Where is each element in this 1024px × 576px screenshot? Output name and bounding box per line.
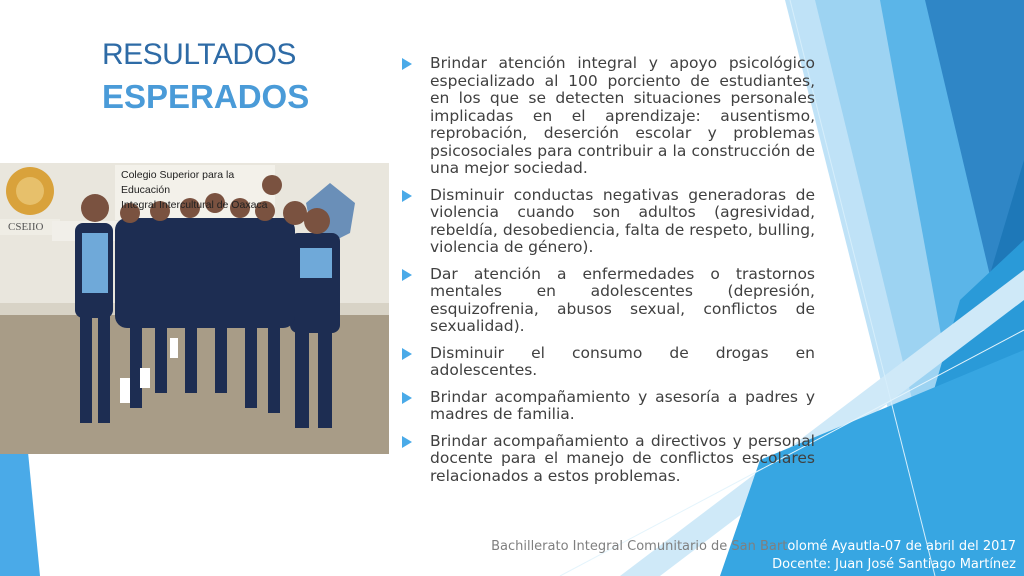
footer-line-1-part-2: olomé Ayautla-07 de abril del 2017: [787, 539, 1016, 554]
bullet-arrow-icon: [402, 392, 412, 404]
bullet-item: [402, 187, 815, 257]
students-photo: [0, 163, 389, 454]
footer-teacher: Docente: Juan José Santiago Martínez: [772, 557, 1016, 572]
bullet-arrow-icon: [402, 436, 412, 448]
bullet-text: Brindar acompañamiento a directivos y personal docente para el manejo de conflictos escolares relacionados a estos problemas.: [430, 431, 815, 485]
footer-school-date: [491, 539, 1016, 554]
bullet-arrow-icon: [402, 190, 412, 202]
photo-banner-line-1: Colegio Superior para la Educación: [121, 169, 235, 196]
bullet-item: [402, 345, 815, 380]
bullet-item: [402, 55, 815, 178]
photo-banner-line-2: Integral Intercultural de Oaxaca: [121, 199, 268, 211]
bullet-arrow-icon: [402, 348, 412, 360]
bullet-text: Dar atención a enfermedades o trastornos mentales en adolescentes (depresión, esquizofrenia, abusos sexual, conflictos de sexualidad).: [430, 264, 815, 335]
bullet-item: [402, 433, 815, 486]
slide-title: [102, 34, 362, 118]
footer-line-1-part-1: Bachillerato Integral Comunitario de San Bart: [491, 539, 788, 554]
bullet-text: Brindar atención integral y apoyo psicológico especializado al 100 porciento de estudiantes, en los que se detecten situaciones personales implicadas en el aprendizaje: ausentismo, reprobación, deserción escolar y problemas psicosociales para contribuir a la construcción de una mejor sociedad.: [430, 54, 815, 177]
title-line-1: RESULTADOS: [102, 38, 296, 71]
cseiio-logo-text: CSEIIO: [8, 221, 44, 233]
bullet-list: [402, 55, 815, 494]
bullet-arrow-icon: [402, 269, 412, 281]
bullet-arrow-icon: [402, 58, 412, 70]
photo-banner: [121, 168, 271, 213]
bullet-item: [402, 389, 815, 424]
bullet-item: [402, 266, 815, 336]
title-line-2: ESPERADOS: [102, 78, 310, 115]
bullet-text: Brindar acompañamiento y asesoría a padres y madres de familia.: [430, 387, 815, 423]
bullet-text: Disminuir el consumo de drogas en adolescentes.: [430, 343, 815, 379]
bullet-text: Disminuir conductas negativas generadoras de violencia cuando son adultos (agresividad, rebeldía, desobediencia, falta de respeto, bulling, violencia de género).: [430, 185, 815, 256]
